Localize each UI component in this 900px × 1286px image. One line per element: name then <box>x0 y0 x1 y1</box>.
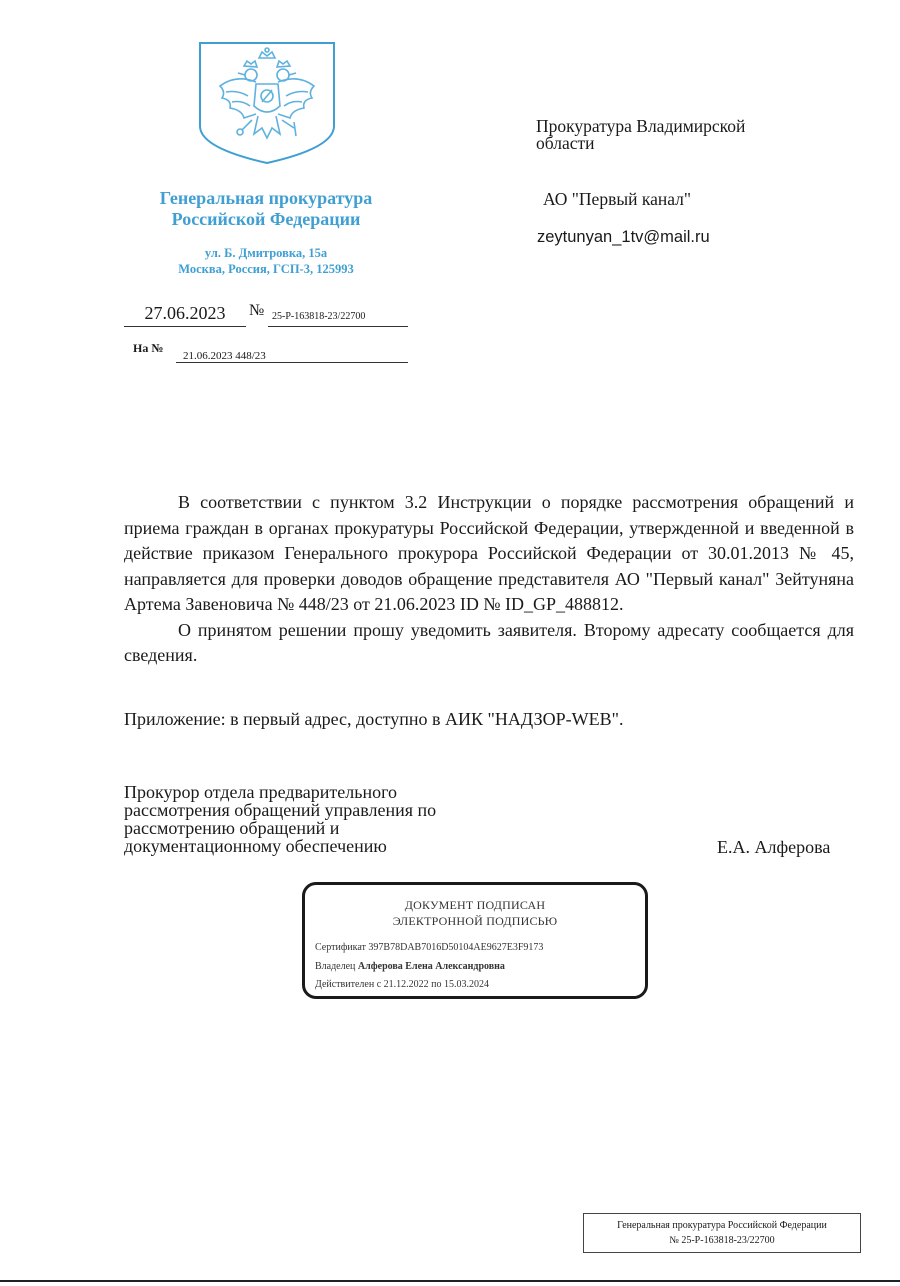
signer-position-line1: Прокурор отдела предварительного <box>124 782 398 802</box>
stamp-valid-to: 15.03.2024 <box>444 979 490 990</box>
stamp-valid-from: 21.12.2022 <box>383 979 429 990</box>
org-name <box>110 188 422 230</box>
org-address-line1: ул. Б. Дмитровка, 15а <box>204 246 328 260</box>
addressee-prosecutor-office <box>536 118 836 152</box>
footer-line1: Генеральная прокуратура Российской Федерации <box>617 1220 827 1231</box>
stamp-owner-label: Владелец <box>315 961 356 972</box>
stamp-valid-to-label: по <box>431 979 442 990</box>
reply-to-label: На № <box>133 341 164 355</box>
signer-position-line4: документационному обеспечению <box>124 836 387 856</box>
org-name-line2: Российской Федерации <box>171 209 361 229</box>
reply-to-value: 21.06.2023 448/23 <box>183 350 266 362</box>
letter-body <box>124 490 854 669</box>
stamp-validity <box>315 979 489 990</box>
e-signature-stamp <box>302 882 648 999</box>
signer-name: Е.А. Алферова <box>717 837 831 857</box>
stamp-valid-label: Действителен с <box>315 979 382 990</box>
stamp-title-line2: ЭЛЕКТРОННОЙ ПОДПИСЬЮ <box>392 914 558 928</box>
signer-position <box>124 783 524 855</box>
org-name-line1: Генеральная прокуратура <box>159 188 373 208</box>
stamp-title-line1: ДОКУМЕНТ ПОДПИСАН <box>404 898 546 912</box>
footer-line2: № 25-Р-163818-23/22700 <box>669 1235 775 1246</box>
addressee-line1: Прокуратура Владимирской <box>536 116 746 136</box>
stamp-certificate-value: 397B78DAB7016D50104AE9627E3F9173 <box>368 942 544 953</box>
org-address-line2: Москва, Россия, ГСП-3, 125993 <box>178 262 354 276</box>
reply-to-underline <box>176 362 408 363</box>
addressee-channel: АО "Первый канал" <box>543 189 692 209</box>
org-address <box>110 245 422 277</box>
addressee-email: zeytunyan_1tv@mail.ru <box>537 228 710 246</box>
stamp-certificate <box>315 942 543 953</box>
registration-number-label: № <box>249 302 265 319</box>
stamp-title <box>305 897 645 929</box>
registration-number-underline <box>268 326 408 327</box>
addressee-line2: области <box>536 133 595 153</box>
stamp-owner-value: Алферова Елена Александровна <box>357 961 505 972</box>
stamp-owner <box>315 961 505 972</box>
attachment-note: Приложение: в первый адрес, доступно в АИК "НАДЗОР-WEB". <box>124 709 624 729</box>
emblem-icon <box>196 40 338 166</box>
page-bottom-divider <box>0 1280 900 1282</box>
signer-position-line3: рассмотрению обращений и <box>124 818 340 838</box>
stamp-certificate-label: Сертификат <box>315 942 366 953</box>
body-paragraph-1: В соответствии с пунктом 3.2 Инструкции о порядке рассмотрения обращений и приема граждан в органах прокуратуры Российской Федерации, утвержденной и введенной в действие приказом Генерального прокурора Российской Федерации от 30.01.2013 № 45, направляется для проверки доводов обращение представителя АО "Первый канал" Зейтуняна Артема Завеновича № 448/23 от 21.06.2023 ID № ID_GP_488812. <box>124 492 854 614</box>
registration-date-underline <box>124 326 246 327</box>
body-paragraph-2: О принятом решении прошу уведомить заявителя. Второму адресату сообщается для сведения. <box>124 619 854 665</box>
signer-position-line2: рассмотрения обращений управления по <box>124 800 437 820</box>
footer-registration-box <box>583 1213 861 1253</box>
registration-number: 25-Р-163818-23/22700 <box>272 311 366 322</box>
registration-date: 27.06.2023 <box>144 303 226 323</box>
